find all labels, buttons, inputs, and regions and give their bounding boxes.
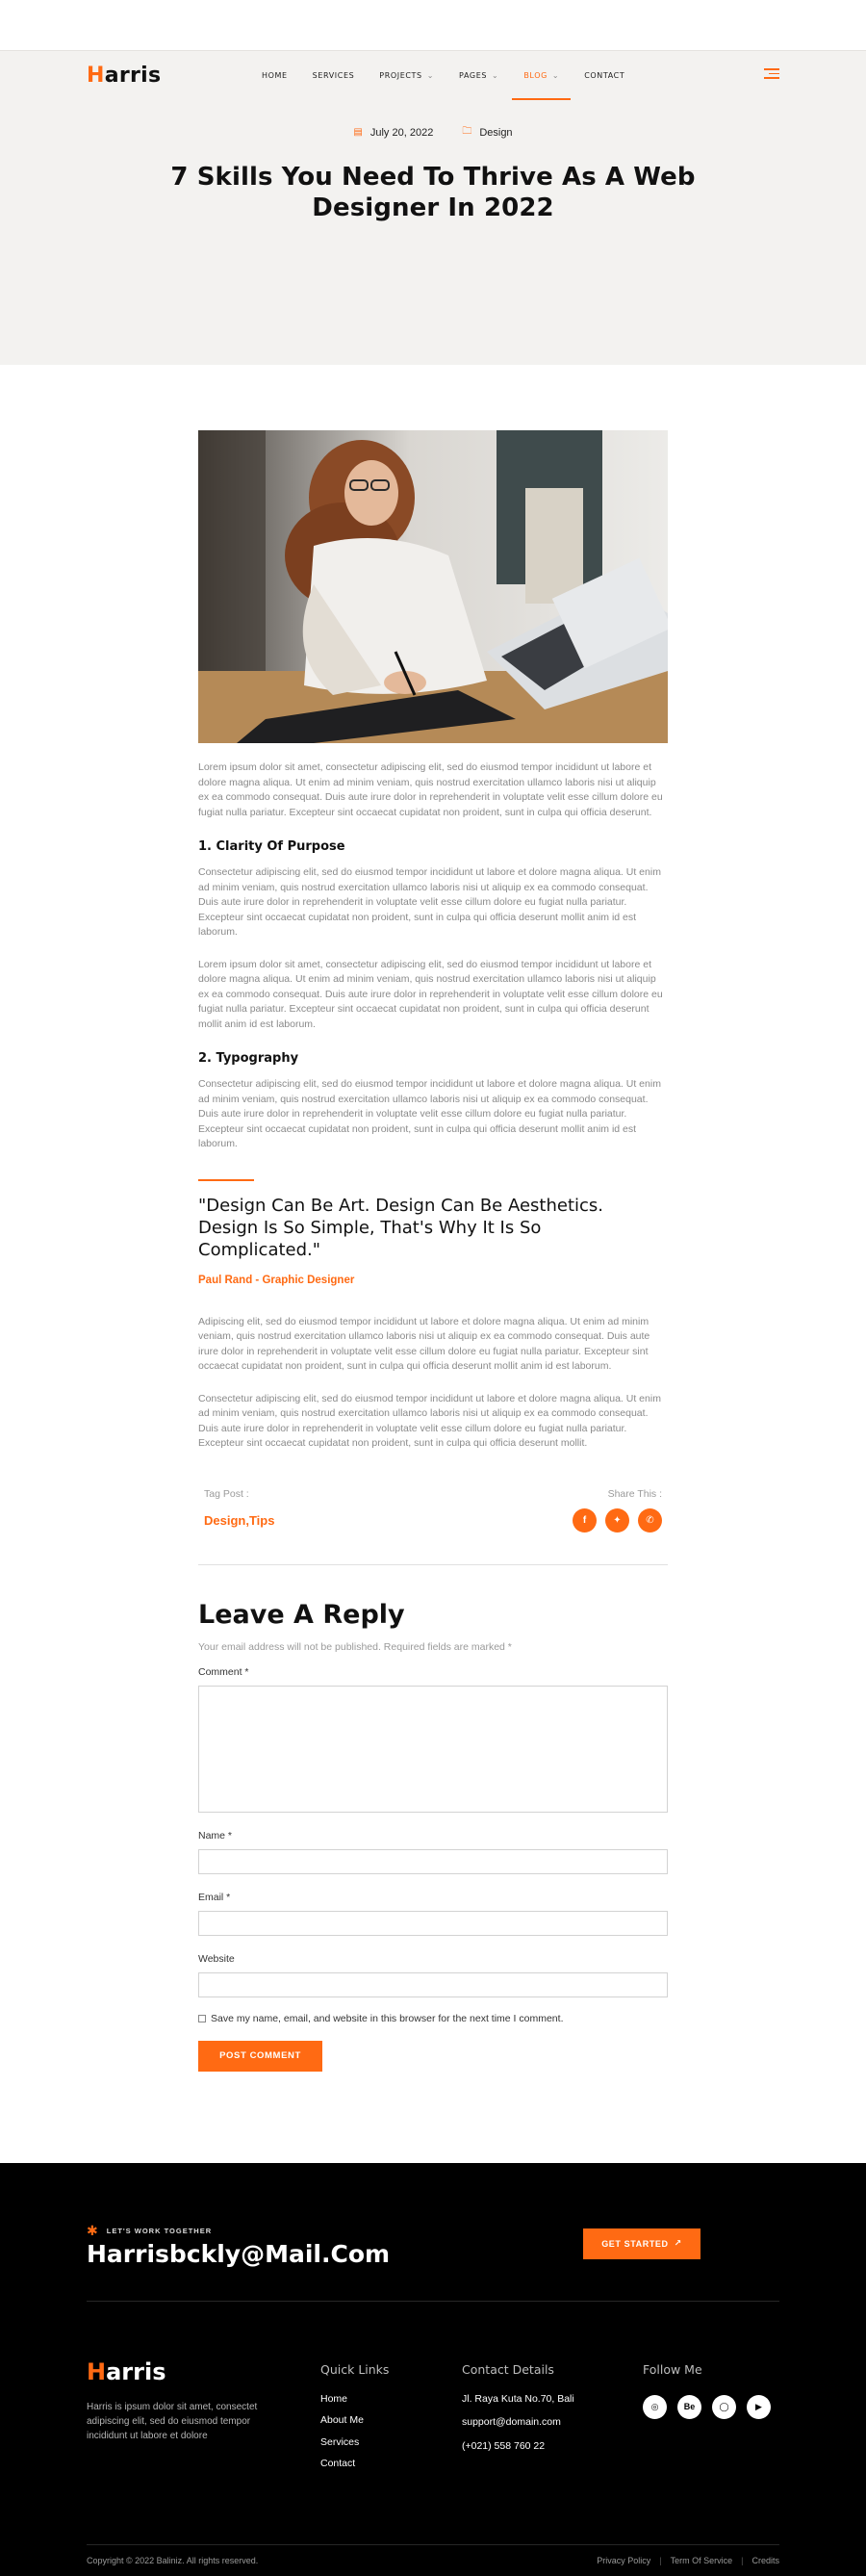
page [0, 50, 866, 2576]
tags-block [204, 1488, 274, 1533]
nav-label: HOME [262, 70, 288, 80]
nav-item-services[interactable] [313, 50, 355, 100]
body-paragraph: Consectetur adipiscing elit, sed do eiusmod tempor incididunt ut labore et dolore magna aliqua. Ut enim ad minim veniam, quis nostrud exercitation ullamco laboris nisi ut aliquip ex ea commodo consequat. Duis aute irure dolor in reprehenderit in voluptate velit esse cillum dolore eu fugiat nulla pariatur. Excepteur sint occaecat cupidatat non proident, sunt in culpa qui officia deserunt mollit anim id est laborum. [198, 1078, 661, 1149]
post-body [198, 430, 668, 2072]
consent-row [198, 2013, 668, 2024]
asterisk-icon: ✱ [87, 2222, 99, 2238]
consent-label: Save my name, email, and website in this browser for the next time I comment. [211, 2012, 564, 2024]
share-block [573, 1488, 662, 1533]
post-category[interactable]: Design [479, 126, 513, 139]
logo-initial: H [87, 2357, 107, 2385]
footer-link-services[interactable]: Services [320, 2435, 360, 2448]
footer-logo[interactable] [87, 2358, 166, 2385]
separator: | [659, 2555, 662, 2565]
instagram-icon[interactable]: ◯ [712, 2395, 736, 2419]
site-footer [0, 2163, 866, 2576]
copyright: Copyright © 2022 Baliniz. All rights reserved. [87, 2555, 259, 2565]
post-date: July 20, 2022 [369, 126, 434, 139]
privacy-policy-link[interactable]: Privacy Policy [597, 2555, 651, 2565]
cta-email[interactable]: Harrisbckly@Mail.Com [87, 2239, 391, 2268]
footer-link-home[interactable]: Home [320, 2392, 348, 2405]
nav-item-pages[interactable] [459, 50, 498, 100]
contact-title: Contact Details [462, 2361, 554, 2377]
reply-form [198, 1600, 668, 2072]
comment-textarea[interactable] [198, 1686, 668, 1813]
arrow-up-right-icon: ↗ [674, 2238, 682, 2248]
email-field[interactable] [198, 1911, 668, 1936]
post-meta [0, 124, 866, 141]
chevron-down-icon: ⌄ [492, 70, 499, 80]
email-label: Email * [198, 1891, 231, 1903]
footer-divider [87, 2301, 779, 2302]
follow-title: Follow Me [643, 2361, 702, 2377]
nav-label: SERVICES [312, 70, 355, 80]
contact-details [462, 2393, 574, 2464]
contact-email[interactable]: support@domain.com [462, 2416, 561, 2428]
logo-initial: H [87, 64, 105, 88]
body-paragraph: Consectetur adipiscing elit, sed do eiusmod tempor incididunt ut labore et dolore magna aliqua. Ut enim ad minim veniam, quis nostrud exercitation ullamco laboris nisi ut aliquip ex ea commodo consequat. Duis aute irure dolor in reprehenderit in voluptate velit esse cillum dolore eu fugiat nulla pariatur. Excepteur sint occaecat cupidatat non proident, sunt in culpa qui officia deserunt mollit. [198, 1392, 661, 1449]
logo-text: arris [106, 2357, 166, 2385]
name-label: Name * [198, 1829, 233, 1842]
terms-link[interactable]: Term Of Service [670, 2555, 733, 2565]
separator: | [741, 2555, 744, 2565]
body-paragraph: Consectetur adipiscing elit, sed do eiusmod tempor incididunt ut labore et dolore magna aliqua. Ut enim ad minim veniam, quis nostrud exercitation ullamco laboris nisi ut aliquip ex ea commodo consequat. Duis aute irure dolor in reprehenderit in voluptate velit esse cillum dolore eu fugiat nulla pariatur. Excepteur sint occaecat cupidatat non proident, sunt in culpa qui officia deserunt mollit anim id est laborum. [198, 866, 661, 938]
nav-label: CONTACT [584, 70, 625, 80]
section-heading: 1. Clarity Of Purpose [198, 839, 345, 854]
nav-label: PAGES [459, 70, 488, 80]
section-heading: 2. Typography [198, 1051, 299, 1066]
website-label: Website [198, 1952, 235, 1965]
social-icons [643, 2395, 771, 2419]
post-title: 7 Skills You Need To Thrive As A Web Designer In 2022 [170, 163, 696, 222]
logo[interactable] [87, 64, 161, 88]
body-paragraph: Lorem ipsum dolor sit amet, consectetur adipiscing elit, sed do eiusmod tempor incididunt ut labore et dolore magna aliqua. Ut enim ad minim veniam, quis nostrud exercitation ullamco laboris nisi ut aliquip ex ea commodo consequat. Duis aute irure dolor in reprehenderit in voluptate velit esse cillum dolore eu fugiat nulla pariatur. Excepteur sint occaecat cupidatat non proident, sunt in culpa qui officia deserunt mollit anim id est laborum. [198, 958, 663, 1030]
body-paragraph: Adipiscing elit, sed do eiusmod tempor incididunt ut labore et dolore magna aliqua. Ut enim ad minim veniam, quis nostrud exercitation ullamco laboris nisi ut aliquip ex ea commodo consequat. Duis aute irure dolor in reprehenderit in voluptate velit esse cillum dolore eu fugiat nulla pariatur. Excepteur sint occaecat cupidatat non proident, sunt in culpa qui officia deserunt mollit anim id est laborum. [198, 1315, 650, 1372]
share-icons [573, 1508, 662, 1533]
bottom-divider [87, 2544, 779, 2545]
youtube-icon[interactable]: ▶ [747, 2395, 771, 2419]
tag-label: Tag Post : [204, 1487, 249, 1500]
eyebrow-text: LET'S WORK TOGETHER [106, 2226, 213, 2235]
quote-accent-bar [198, 1179, 254, 1181]
footer-about: Harris is ipsum dolor sit amet, consectet adipiscing elit, sed do eiusmod tempor incididunt ut labore et dolore [87, 2401, 258, 2441]
chevron-down-icon: ⌄ [426, 70, 435, 80]
calendar-icon: ▤ [353, 127, 363, 138]
name-field[interactable] [198, 1849, 668, 1874]
nav-item-home[interactable] [262, 50, 288, 100]
nav-item-contact[interactable] [584, 50, 624, 100]
intro-paragraph: Lorem ipsum dolor sit amet, consectetur adipiscing elit, sed do eiusmod tempor incididunt ut labore et dolore magna aliqua. Ut enim ad minim veniam, quis nostrud exercitation ullamco laboris nisi ut aliquip ex ea commodo consequat. Duis aute irure dolor in reprehenderit in voluptate velit esse cillum dolore eu fugiat nulla pariatur. Excepteur sint occaecat cupidatat non proident, sunt in culpa qui officia deserunt. [198, 761, 663, 818]
website-field[interactable] [198, 1972, 668, 1997]
chevron-down-icon: ⌄ [551, 70, 560, 80]
logo-text: arris [104, 64, 162, 88]
quick-links [320, 2393, 364, 2480]
cta-label: GET STARTED [601, 2238, 669, 2249]
whatsapp-icon[interactable]: ✆ [638, 1508, 662, 1533]
main-nav [262, 50, 650, 100]
blockquote: "Design Can Be Art. Design Can Be Aesthetics. Design Is So Simple, That's Why It Is So Complicated." [198, 1195, 604, 1260]
consent-checkbox[interactable] [198, 2015, 206, 2022]
contact-phone[interactable]: (+021) 558 760 22 [462, 2439, 546, 2452]
nav-label: BLOG [523, 70, 548, 80]
tag-links[interactable]: Design,Tips [204, 1512, 275, 1528]
reply-note: Your email address will not be published. Required fields are marked * [198, 1640, 512, 1653]
hamburger-icon[interactable] [764, 68, 779, 82]
credits-link[interactable]: Credits [751, 2555, 779, 2565]
behance-icon[interactable]: Be [677, 2395, 701, 2419]
footer-link-contact[interactable]: Contact [320, 2458, 356, 2469]
comment-label: Comment * [198, 1665, 249, 1678]
twitter-icon[interactable]: ✦ [605, 1508, 629, 1533]
reply-title: Leave A Reply [198, 1599, 405, 1630]
post-comment-button[interactable]: POST COMMENT [198, 2041, 322, 2072]
dribbble-icon[interactable]: ◎ [643, 2395, 667, 2419]
nav-item-blog[interactable] [523, 50, 559, 100]
quick-links-title: Quick Links [320, 2361, 390, 2377]
site-header [0, 50, 866, 100]
folder-icon: 🗀 [462, 126, 472, 137]
nav-label: PROJECTS [379, 70, 422, 80]
facebook-icon[interactable]: f [573, 1508, 597, 1533]
featured-image [198, 430, 668, 743]
quote-author: Paul Rand - Graphic Designer [198, 1274, 355, 1286]
share-label: Share This : [607, 1487, 662, 1500]
divider [198, 1564, 668, 1565]
contact-address: Jl. Raya Kuta No.70, Bali [462, 2392, 574, 2405]
cta-eyebrow [87, 2223, 212, 2239]
tags-share-row [198, 1488, 668, 1533]
nav-item-projects[interactable] [379, 50, 434, 100]
footer-link-about[interactable]: About Me [320, 2414, 364, 2426]
get-started-button[interactable] [583, 2228, 700, 2259]
legal-links [597, 2556, 779, 2565]
